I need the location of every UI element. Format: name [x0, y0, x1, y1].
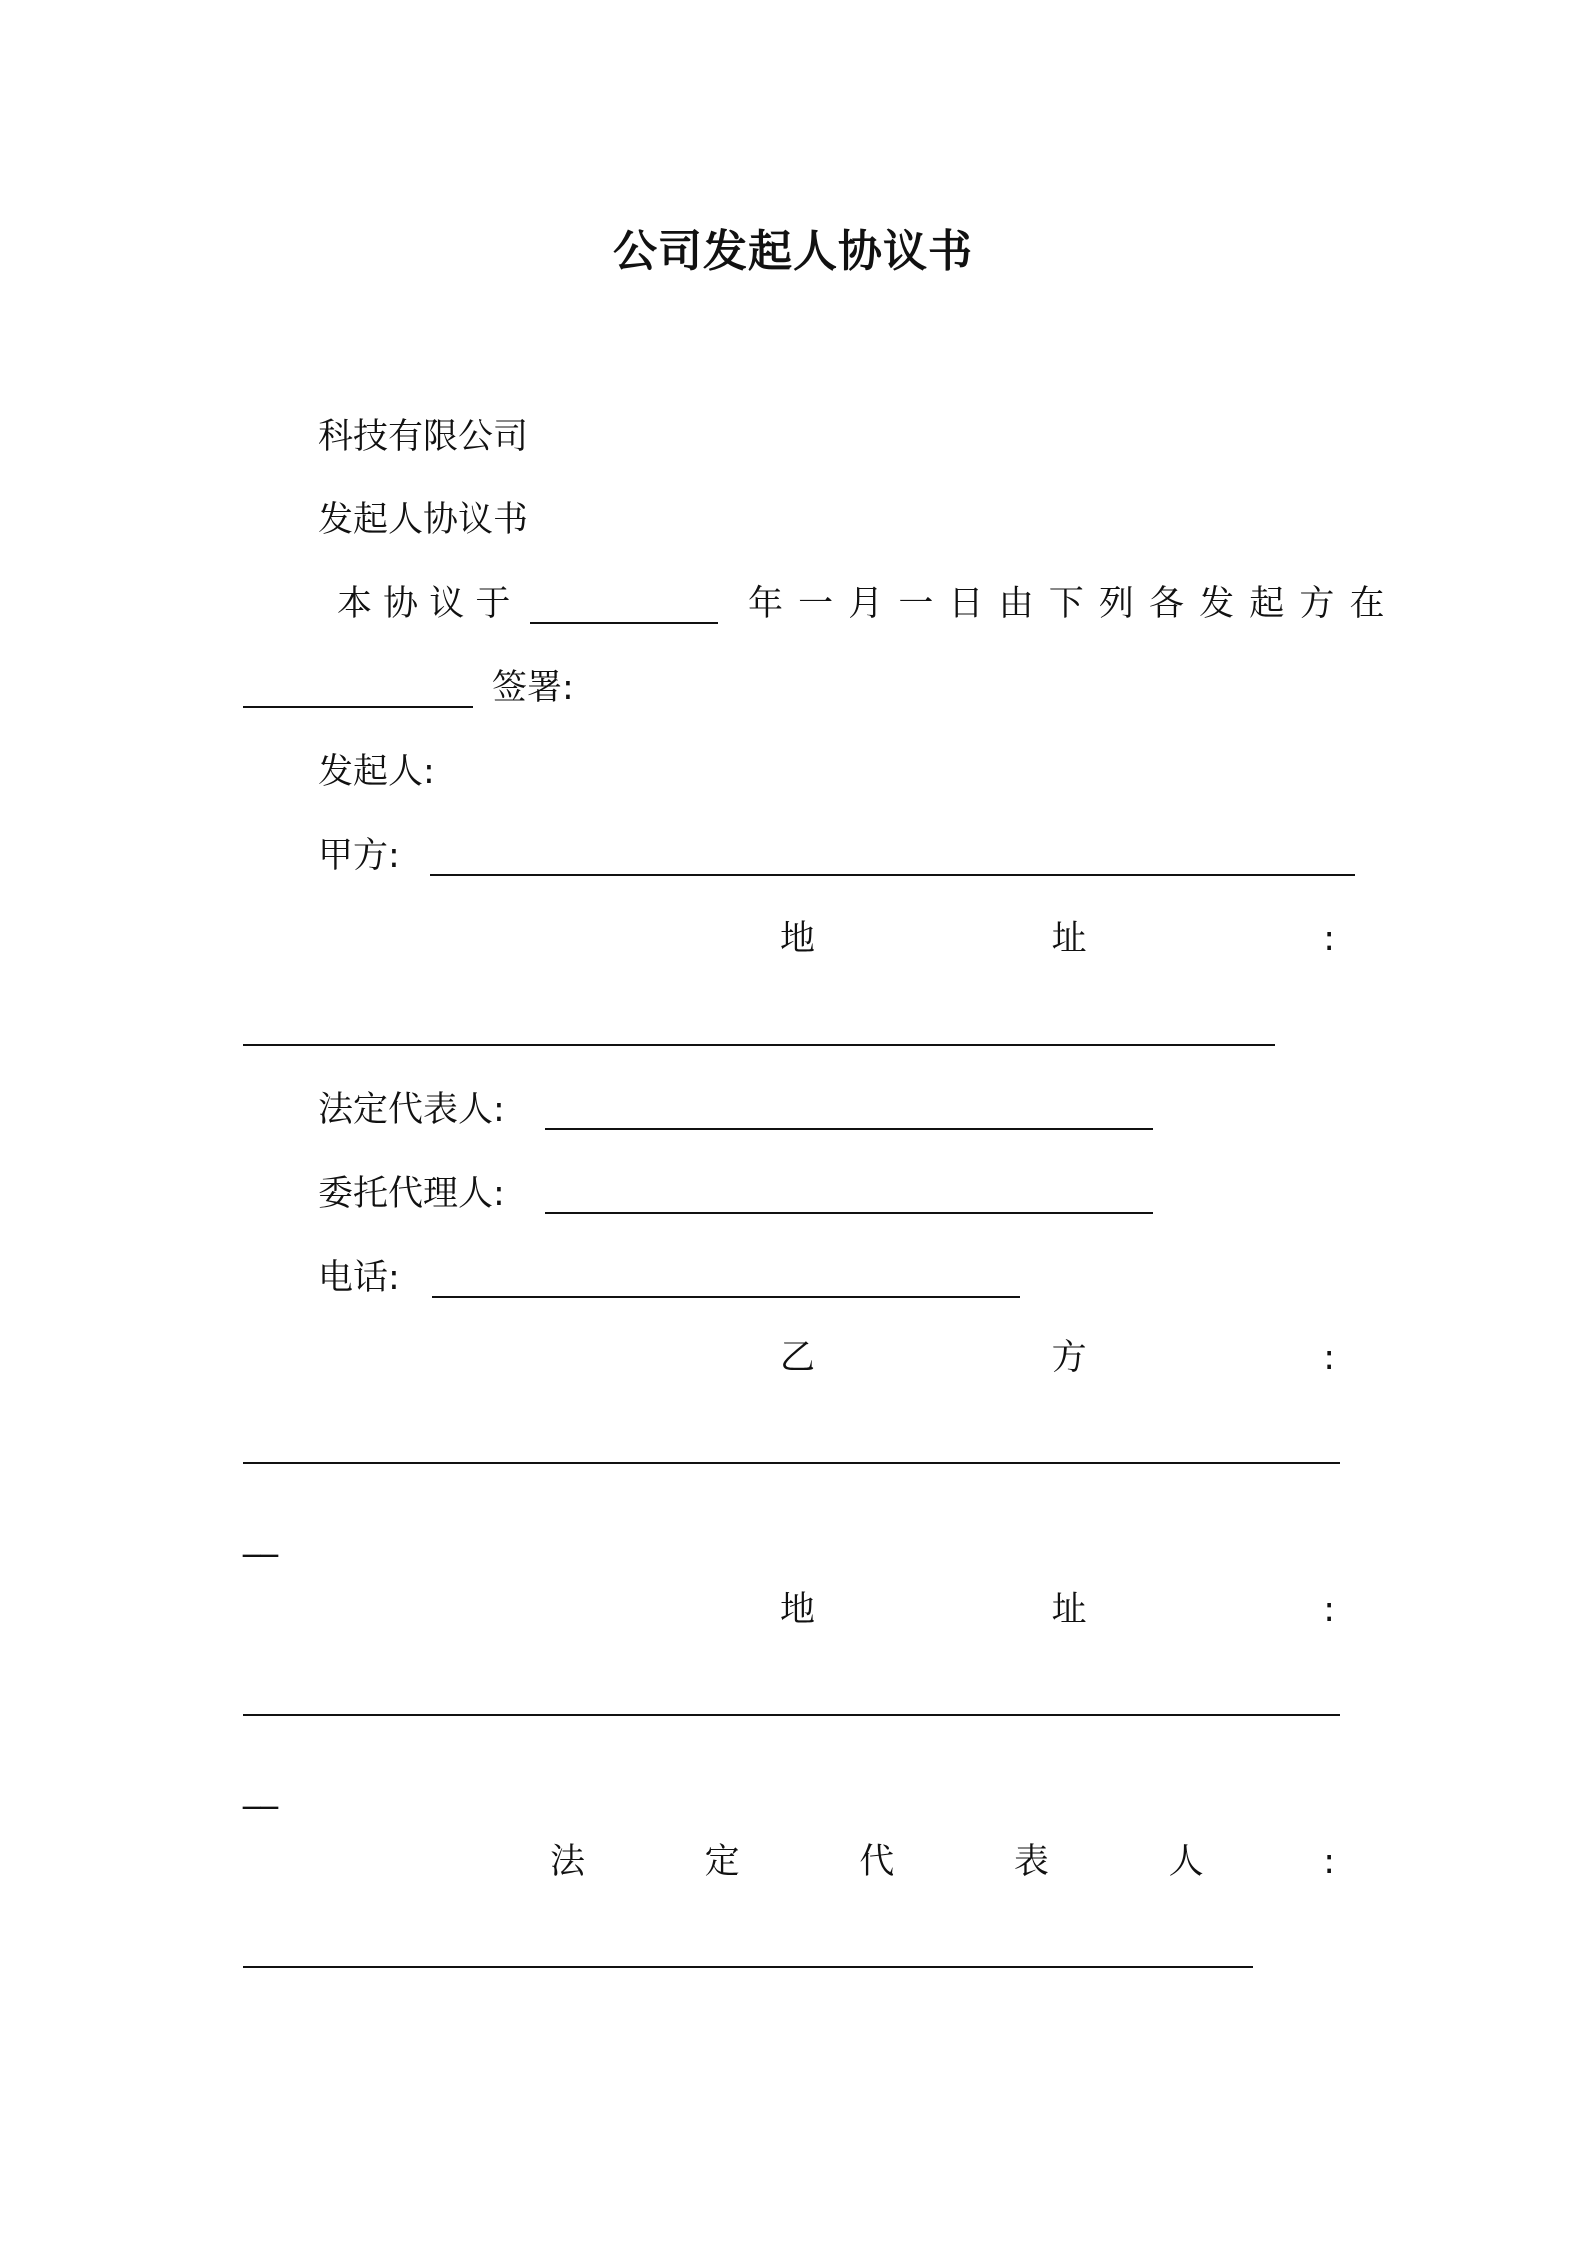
- party-a-label: 甲方:: [318, 836, 400, 876]
- legal-rep-char: 人: [1168, 1842, 1204, 1882]
- document-title: 公司发起人协议书: [613, 226, 973, 277]
- party-b-char: 方: [1051, 1338, 1087, 1378]
- date-blank-line: [530, 622, 718, 624]
- party-b-address-label: [780, 1588, 1335, 1632]
- party-b-char: :: [1323, 1338, 1335, 1378]
- party-b-legal-rep-blank-line: [243, 1966, 1253, 1968]
- address-char: :: [1323, 919, 1335, 959]
- place-blank-line: [243, 706, 473, 708]
- legal-rep-char: 表: [1013, 1842, 1049, 1882]
- legal-rep-char: 定: [704, 1842, 740, 1882]
- agreement-subtitle: 发起人协议书: [318, 500, 529, 540]
- promoters-label: 发起人:: [318, 752, 435, 792]
- party-a-agent-label: 委托代理人:: [318, 1174, 505, 1214]
- address-char: 地: [780, 1590, 816, 1630]
- party-b-address-blank-line-tail: __: [243, 1770, 278, 1810]
- intro-text-2: 年 一 月 一 日 由 下 列 各 发 起 方 在: [748, 584, 1387, 624]
- intro-text-3: 签署:: [492, 668, 574, 708]
- intro-text-1: 本 协 议 于: [337, 584, 511, 624]
- legal-rep-char: 代: [859, 1842, 895, 1882]
- party-a-legal-rep-label: 法定代表人:: [318, 1090, 505, 1130]
- address-char: 址: [1051, 919, 1087, 959]
- party-a-agent-blank-line: [545, 1212, 1153, 1214]
- party-b-blank-line-tail: __: [243, 1518, 278, 1558]
- party-b-label: [780, 1336, 1335, 1380]
- address-char: :: [1323, 1590, 1335, 1630]
- party-a-address-label: [780, 917, 1335, 961]
- party-b-blank-line: [243, 1462, 1340, 1464]
- party-a-blank-line: [430, 874, 1355, 876]
- party-a-phone-label: 电话:: [318, 1258, 400, 1298]
- legal-rep-char: :: [1323, 1842, 1335, 1882]
- party-a-legal-rep-blank-line: [545, 1128, 1153, 1130]
- party-a-phone-blank-line: [432, 1296, 1020, 1298]
- company-name: 科技有限公司: [318, 417, 529, 457]
- address-char: 地: [780, 919, 816, 959]
- legal-rep-char: 法: [550, 1842, 586, 1882]
- party-b-legal-rep-label: [550, 1840, 1335, 1884]
- address-char: 址: [1051, 1590, 1087, 1630]
- party-b-char: 乙: [780, 1338, 816, 1378]
- party-a-address-blank-line: [243, 1044, 1275, 1046]
- party-b-address-blank-line: [243, 1714, 1340, 1716]
